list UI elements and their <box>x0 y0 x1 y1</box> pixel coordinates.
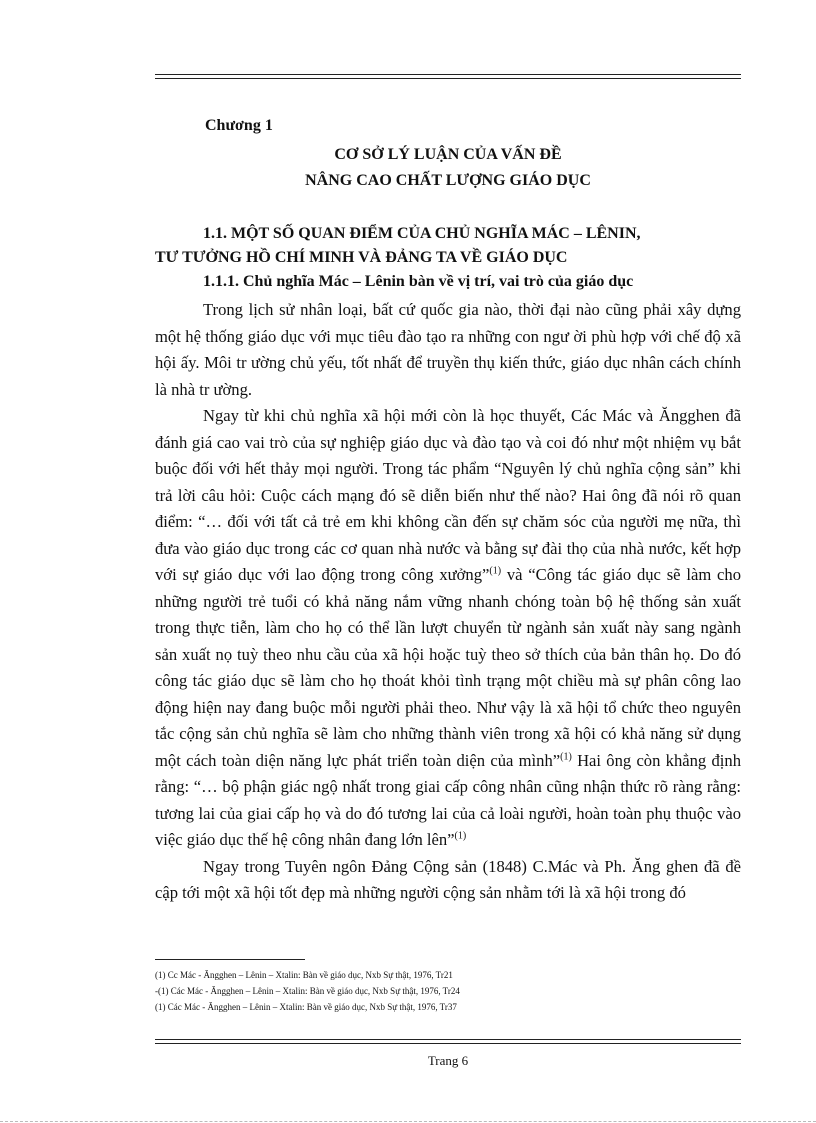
paragraph-2-part-b: và “Công tác giáo dục sẽ làm cho những người trẻ tuổi có khả năng nắm vững nhanh chóng toàn bộ hệ thống sản xuất trong thực tiễn, làm cho họ có thể lần lượt chuyển từ ngành sản xuất này sang ngành sản xuất nọ tuỳ theo nhu cầu của xã hội hoặc tuỳ theo sở thích của bản thân họ. Do đó công tác giáo dục sẽ làm cho họ thoát khỏi tình trạng một chiều mà sự phân công lao động hiện nay đang buộc mỗi người phải theo. Như vậy là xã hội tổ chức theo nguyên tắc cộng sản chủ nghĩa sẽ làm cho những thành viên trong xã hội có khả năng sử dụng một cách toàn diện năng lực phát triển toàn diện của mình” <box>155 565 741 770</box>
paragraph-1: Trong lịch sử nhân loại, bất cứ quốc gia nào, thời đại nào cũng phải xây dựng một hệ thống giáo dục với mục tiêu đào tạo ra những con ngư ời phù hợp với chế độ xã hội ấy. Môi tr ường chủ yếu, tốt nhất để truyền thụ kiến thức, giáo dục nhân cách chính là nhà tr ường. <box>155 300 741 399</box>
footnote-ref-3[interactable]: (1) <box>454 830 467 842</box>
body-text <box>155 297 741 907</box>
footnote-3: (1) Các Mác - Ăngghen – Lênin – Xtalin: Bàn về giáo dục, Nxb Sự thật, 1976, Tr37 <box>155 1002 457 1012</box>
chapter-label: Chương 1 <box>205 117 273 134</box>
footer-rule-top <box>155 1039 741 1040</box>
page-edge <box>0 1121 816 1122</box>
footnote-1: (1) Cc Mác - Ăngghen – Lênin – Xtalin: Bàn về giáo dục, Nxb Sự thật, 1976, Tr21 <box>155 970 453 980</box>
section-heading-line1: 1.1. MỘT SỐ QUAN ĐIỂM CỦA CHỦ NGHĨA MÁC – LÊNIN, <box>203 225 641 242</box>
chapter-title-line2: NÂNG CAO CHẤT LƯỢNG GIÁO DỤC <box>305 172 591 189</box>
paragraph-2-part-a: Ngay từ khi chủ nghĩa xã hội mới còn là học thuyết, Các Mác và Ăngghen đã đánh giá cao vai trò của sự nghiệp giáo dục và đào tạo và coi đó như một nhiệm vụ bắt buộc đối với hết thảy mọi người. Trong tác phẩm “Nguyên lý chủ nghĩa cộng sản” khi trả lời câu hỏi: Cuộc cách mạng đó sẽ diễn biến như thế nào? Hai ông đã nói rõ quan điểm: “… đối với tất cả trẻ em khi không cần đến sự chăm sóc của người mẹ nữa, thì đưa vào giáo dục trong các cơ quan nhà nước và bằng sự đài thọ của nhà nước, kết hợp với sự giáo dục với lao động trong công xưởng” <box>155 406 741 584</box>
header-rule-bottom <box>155 78 741 79</box>
footnote-ref-2[interactable]: (1) <box>560 750 572 762</box>
page-number: Trang 6 <box>427 1053 469 1068</box>
paragraph-3: Ngay trong Tuyên ngôn Đảng Cộng sản (1848) C.Mác và Ph. Ăng ghen đã đề cập tới một xã hội tốt đẹp mà những người cộng sản nhằm tới là xã hội trong đó <box>155 856 741 902</box>
footnote-2: -(1) Các Mác - Ăngghen – Lênin – Xtalin: Bàn về giáo dục, Nxb Sự thật, 1976, Tr24 <box>155 986 460 996</box>
subsection-heading: 1.1.1. Chủ nghĩa Mác – Lênin bàn về vị trí, vai trò của giáo dục <box>203 273 634 290</box>
paragraph-2-part-c: Hai ông còn khẳng định rằng: “… bộ phận giác ngộ nhất trong giai cấp công nhân cũng nhận thức rõ ràng rằng: tương lai của giai cấp họ và do đó tương lai của cả loài người, hoàn toàn phụ thuộc vào việc giáo dục thế hệ công nhân đang lớn lên” <box>155 750 741 849</box>
footnote-separator <box>155 959 305 960</box>
chapter-title-line1: CƠ SỞ LÝ LUẬN CỦA VẤN ĐỀ <box>334 146 562 163</box>
paragraph-2 <box>155 403 741 854</box>
section-heading-line2: TƯ TƯỞNG HỒ CHÍ MINH VÀ ĐẢNG TA VỀ GIÁO DỤC <box>155 249 568 266</box>
footer-rule-bottom <box>155 1043 741 1044</box>
footnote-ref-1[interactable]: (1) <box>489 565 502 577</box>
header-rule-top <box>155 74 741 75</box>
